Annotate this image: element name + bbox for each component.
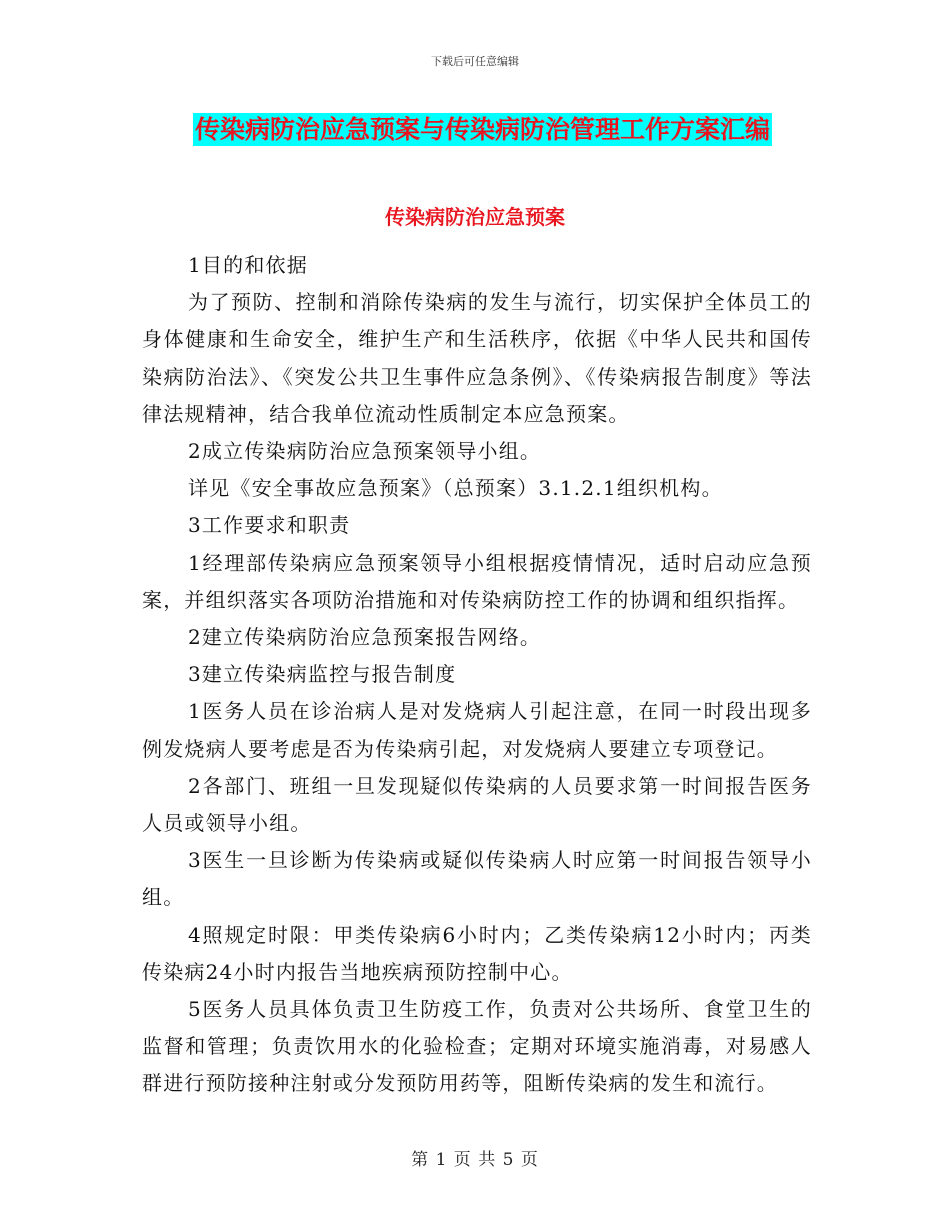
paragraph: 2成立传染病防治应急预案领导小组。 xyxy=(188,439,542,464)
paragraph: 1医务人员在诊治病人是对发烧病人引起注意，在同一时段出现多例发烧病人要考虑是否为传染病引起，对发烧病人要建立专项登记。 xyxy=(142,699,812,761)
section-title: 传染病防治应急预案 xyxy=(385,205,565,229)
page-number-footer: 第 1 页 共 5 页 xyxy=(411,1150,539,1170)
paragraph: 为了预防、控制和消除传染病的发生与流行，切实保护全体员工的身体健康和生命安全，维护生产和生活秩序，依据《中华人民共和国传染病防治法》、《突发公共卫生事件应急条例》、《传染病报告制度》等法律法规精神，结合我单位流动性质制定本应急预案。 xyxy=(142,290,812,426)
paragraph: 3建立传染病监控与报告制度 xyxy=(188,662,457,687)
paragraph: 3工作要求和职责 xyxy=(188,513,351,538)
document-body xyxy=(142,247,812,1103)
paragraph: 2各部门、班组一旦发现疑似传染病的人员要求第一时间报告医务人员或领导小组。 xyxy=(142,773,812,836)
paragraph: 1目的和依据 xyxy=(188,253,308,277)
document-title: 传染病防治应急预案与传染病防治管理工作方案汇编 xyxy=(195,115,771,144)
paragraph: 详见《安全事故应急预案》（总预案）3.1.2.1组织机构。 xyxy=(188,476,723,501)
paragraph: 2建立传染病防治应急预案报告网络。 xyxy=(188,625,542,650)
paragraph: 4照规定时限：甲类传染病6小时内；乙类传染病12小时内；丙类传染病24小时内报告当地疾病预防控制中心。 xyxy=(142,922,812,984)
paragraph: 3医生一旦诊断为传染病或疑似传染病人时应第一时间报告领导小组。 xyxy=(142,848,812,910)
page-header-note: 下载后可任意编辑 xyxy=(431,55,519,68)
paragraph: 1经理部传染病应急预案领导小组根据疫情情况，适时启动应急预案，并组织落实各项防治措施和对传染病防控工作的协调和组织指挥。 xyxy=(142,550,812,612)
paragraph: 5医务人员具体负责卫生防疫工作，负责对公共场所、食堂卫生的监督和管理；负责饮用水的化验检查；定期对环境实施消毒，对易感人群进行预防接种注射或分发预防用药等，阻断传染病的发生和流行。 xyxy=(142,997,812,1096)
